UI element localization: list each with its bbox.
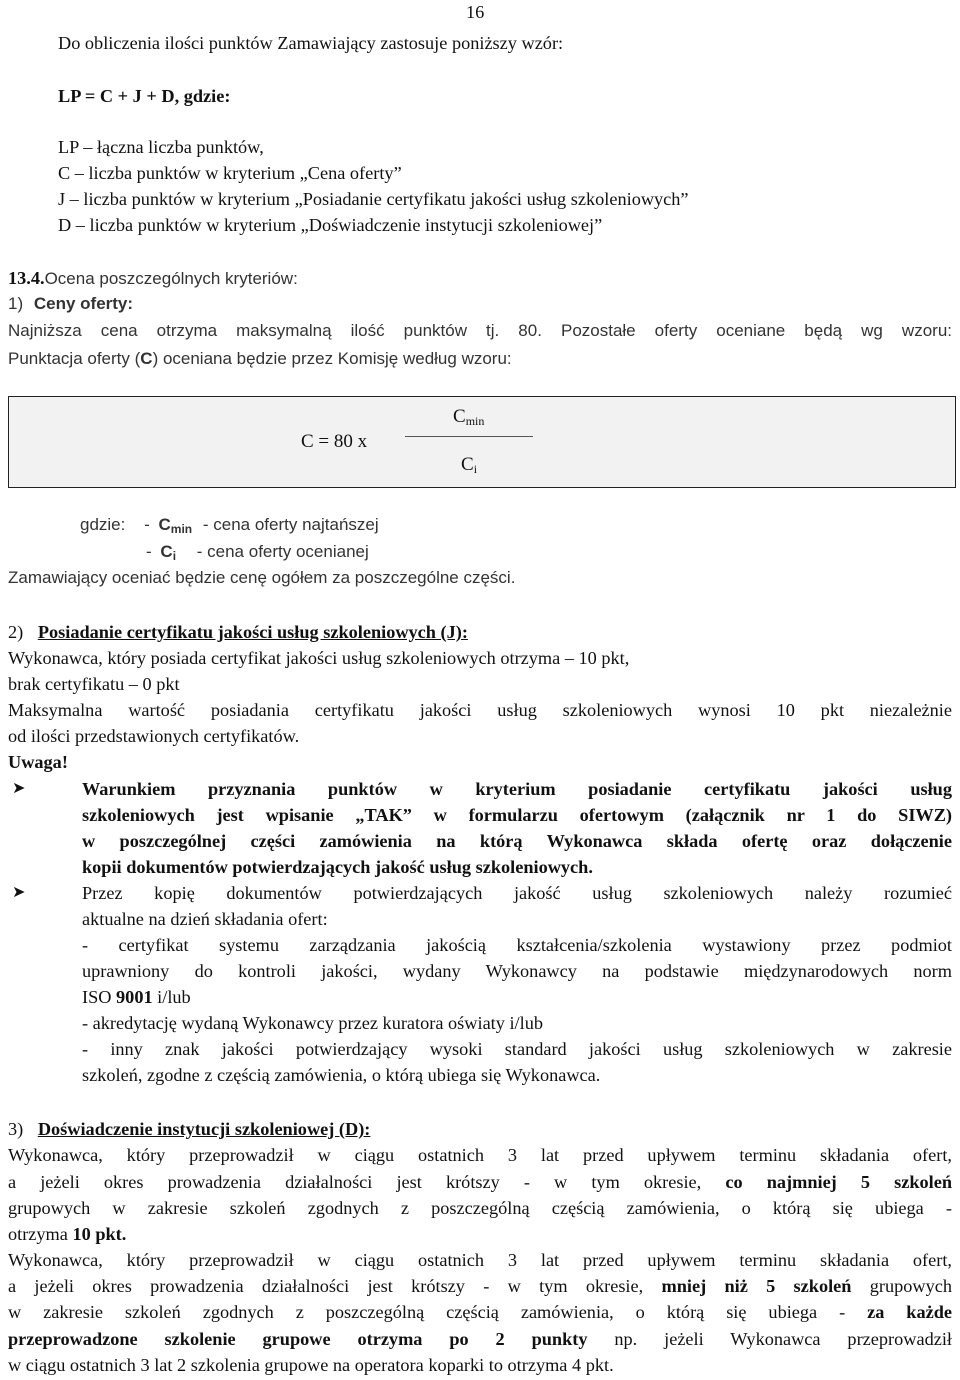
c1-line2-part-a: Punktacja oferty ( [8,349,141,368]
fraction-line [405,436,533,437]
bullet-2-line-4: uprawniony do kontroli jakości, wydany Wykonawcy na podstawie międzynarodowych norm [82,961,952,981]
formula-legend-row-2 [146,540,952,568]
denominator-base: C [461,454,474,475]
formula-lhs: C = 80 x [301,431,368,452]
p1-line4-a: otrzyma [8,1224,73,1244]
criterion-1-title: Ceny oferty: [33,294,134,313]
criterion-1-note: Zamawiający oceniać będzie cenę ogółem za poszczególne części. [8,568,516,587]
section-title: Ocena poszczególnych kryteriów: [44,269,298,288]
arrow-bullet-icon: ➤ [12,780,26,797]
criterion-3-p1-line-3: grupowych w zakresie szkoleń zgodnych z poszczególną częścią zamówienia, o którą się ubiega - [8,1198,952,1218]
definition-j: J – liczba punktów w kryterium „Posiadanie certyfikatu jakości usług szkoleniowych” [58,189,689,209]
criterion-3-p2-line-4 [8,1327,952,1351]
intro-text: Do obliczenia ilości punktów Zamawiający zastosuje poniższy wzór: [58,33,564,53]
p2-line4-b: np. jeżeli Wykonawca przeprowadził [587,1329,952,1349]
bullet-2-line-7: - inny znak jakości potwierdzający wysoki standard jakości usług szkoleniowych w zakresie [82,1039,952,1059]
criterion-3-p1-line-2 [8,1170,952,1194]
bullet-1-line-1: Warunkiem przyznania punktów w kryterium posiadanie certyfikatu jakości usług [82,779,952,799]
section-heading [8,266,952,291]
criterion-3-p2-line-3 [8,1300,952,1324]
formula-legend-row-1 [80,513,952,541]
p2-line2-c: grupowych [851,1276,952,1296]
criterion-3-p1-line-1: Wykonawca, który przeprowadził w ciągu ostatnich 3 lat przed upływem terminu składania ofert, [8,1145,952,1165]
iso-suffix: i/lub [152,987,191,1007]
p1-line2-bold: co najmniej 5 szkoleń [725,1172,952,1192]
row2-symbol-base: C [160,542,173,561]
definition-c: C – liczba punktów w kryterium „Cena oferty” [58,163,402,183]
row2-symbol-sub: i [172,549,177,563]
page-number: 16 [466,2,485,22]
main-formula: LP = C + J + D, gdzie: [58,86,231,106]
criterion-2-line-1: Wykonawca, który posiada certyfikat jakości usług szkoleniowych otrzyma – 10 pkt, [8,648,630,668]
bullet-1-line-2: szkoleniowych jest wpisanie „TAK” w formularzu ofertowym (załącznik nr 1 do SIWZ) [82,805,952,825]
criterion-2-title: Posiadanie certyfikatu jakości usług szkoleniowych (J): [37,622,468,642]
p2-line2-bold: mniej niż 5 szkoleń [661,1276,852,1296]
definition-lp: LP – łączna liczba punktów, [58,137,264,157]
row2-text: - cena oferty ocenianej [196,542,369,561]
row1-symbol-sub: min [170,522,193,536]
denominator-sub: i [473,462,478,476]
criterion-1-text-line-1: Najniższa cena otrzyma maksymalną ilość punktów tj. 80. Pozostałe oferty oceniane będą wg wzoru: [8,321,952,340]
price-formula-box [8,396,956,488]
bullet-2-line-1: Przez kopię dokumentów potwierdzających jakość usług szkoleniowych należy rozumieć [82,883,952,903]
p1-line2-a: a jeżeli okres prowadzenia działalności jest krótszy - w tym okresie, [8,1172,726,1192]
criterion-2-line-3: Maksymalna wartość posiadania certyfikatu jakości usług szkoleniowych wynosi 10 pkt niezależnie [8,700,952,720]
row1-text: - cena oferty najtańszej [202,515,379,534]
c1-line2-c: C [140,349,153,368]
p2-line4-bold: przeprowadzone szkolenie grupowe otrzyma po 2 punkty [8,1329,588,1349]
bullet-2-line-3: - certyfikat systemu zarządzania jakością kształcenia/szkolenia wystawiony przez podmiot [82,935,952,955]
criterion-1-number: 1) [8,294,24,313]
row1-symbol-base: C [158,515,171,534]
bullet-1-line-3: w poszczególnej części zamówienia na którą Wykonawca składa ofertę oraz dołączenie [82,831,952,851]
criterion-3-number: 3) [8,1119,24,1139]
bullet-2-line-8: szkoleń, zgodne z częścią zamówienia, o którą ubiega się Wykonawca. [82,1065,601,1085]
warning-label: Uwaga! [8,752,68,772]
formula-denominator [461,453,477,481]
criterion-2-number: 2) [8,622,24,642]
bullet-2-line-2: aktualne na dzień składania ofert: [82,909,328,929]
where-label: gdzie: [80,515,126,534]
criterion-2-heading [8,620,952,644]
row2-symbol [160,542,176,561]
criterion-1-heading [8,292,952,316]
criterion-2-line-4: od ilości przedstawionych certyfikatów. [8,726,300,746]
c1-line2-part-c: ) oceniana będzie przez Komisję według wzoru: [152,349,512,368]
p1-line4-bold: 10 pkt. [72,1224,127,1244]
bullet-2-line-6: - akredytację wydaną Wykonawcy przez kuratora oświaty i/lub [82,1013,543,1033]
criterion-2-line-2: brak certyfikatu – 0 pkt [8,674,180,694]
bullet-1-line-4: kopii dokumentów potwierdzających jakość usług szkoleniowych. [82,857,593,877]
p2-line3-bold: za każde [867,1302,952,1322]
iso-number: 9001 [116,987,153,1007]
row2-dash: - [146,542,152,561]
criterion-3-p2-line-2 [8,1274,952,1298]
numerator-sub: min [465,414,485,428]
p2-line3-a: w zakresie szkoleń zgodnych z poszczególną częścią zamówienia, o którą się ubiega - [8,1302,868,1322]
criterion-3-p2-line-5: w ciągu ostatnich 3 lat 2 szkolenia grupowe na operatora koparki to otrzyma 4 pkt. [8,1355,614,1375]
bullet-2-iso-line [82,985,952,1009]
section-number: 13.4. [8,268,45,288]
numerator-base: C [453,406,466,427]
arrow-bullet-icon: ➤ [12,884,26,901]
p2-line2-a: a jeżeli okres prowadzenia działalności jest krótszy - w tym okresie, [8,1276,662,1296]
criterion-3-heading [8,1117,952,1141]
criterion-3-title: Doświadczenie instytucji szkoleniowej (D): [37,1119,371,1139]
criterion-3-p1-line-4 [8,1222,952,1246]
criterion-1-text-line-2 [8,347,952,371]
iso-prefix: ISO [82,987,117,1007]
definition-d: D – liczba punktów w kryterium „Doświadczenie instytucji szkoleniowej” [58,215,603,235]
criterion-3-p2-line-1: Wykonawca, który przeprowadził w ciągu ostatnich 3 lat przed upływem terminu składania ofert, [8,1250,952,1270]
row1-dash: - [144,515,150,534]
row1-symbol [159,515,193,534]
formula-numerator [453,405,484,433]
